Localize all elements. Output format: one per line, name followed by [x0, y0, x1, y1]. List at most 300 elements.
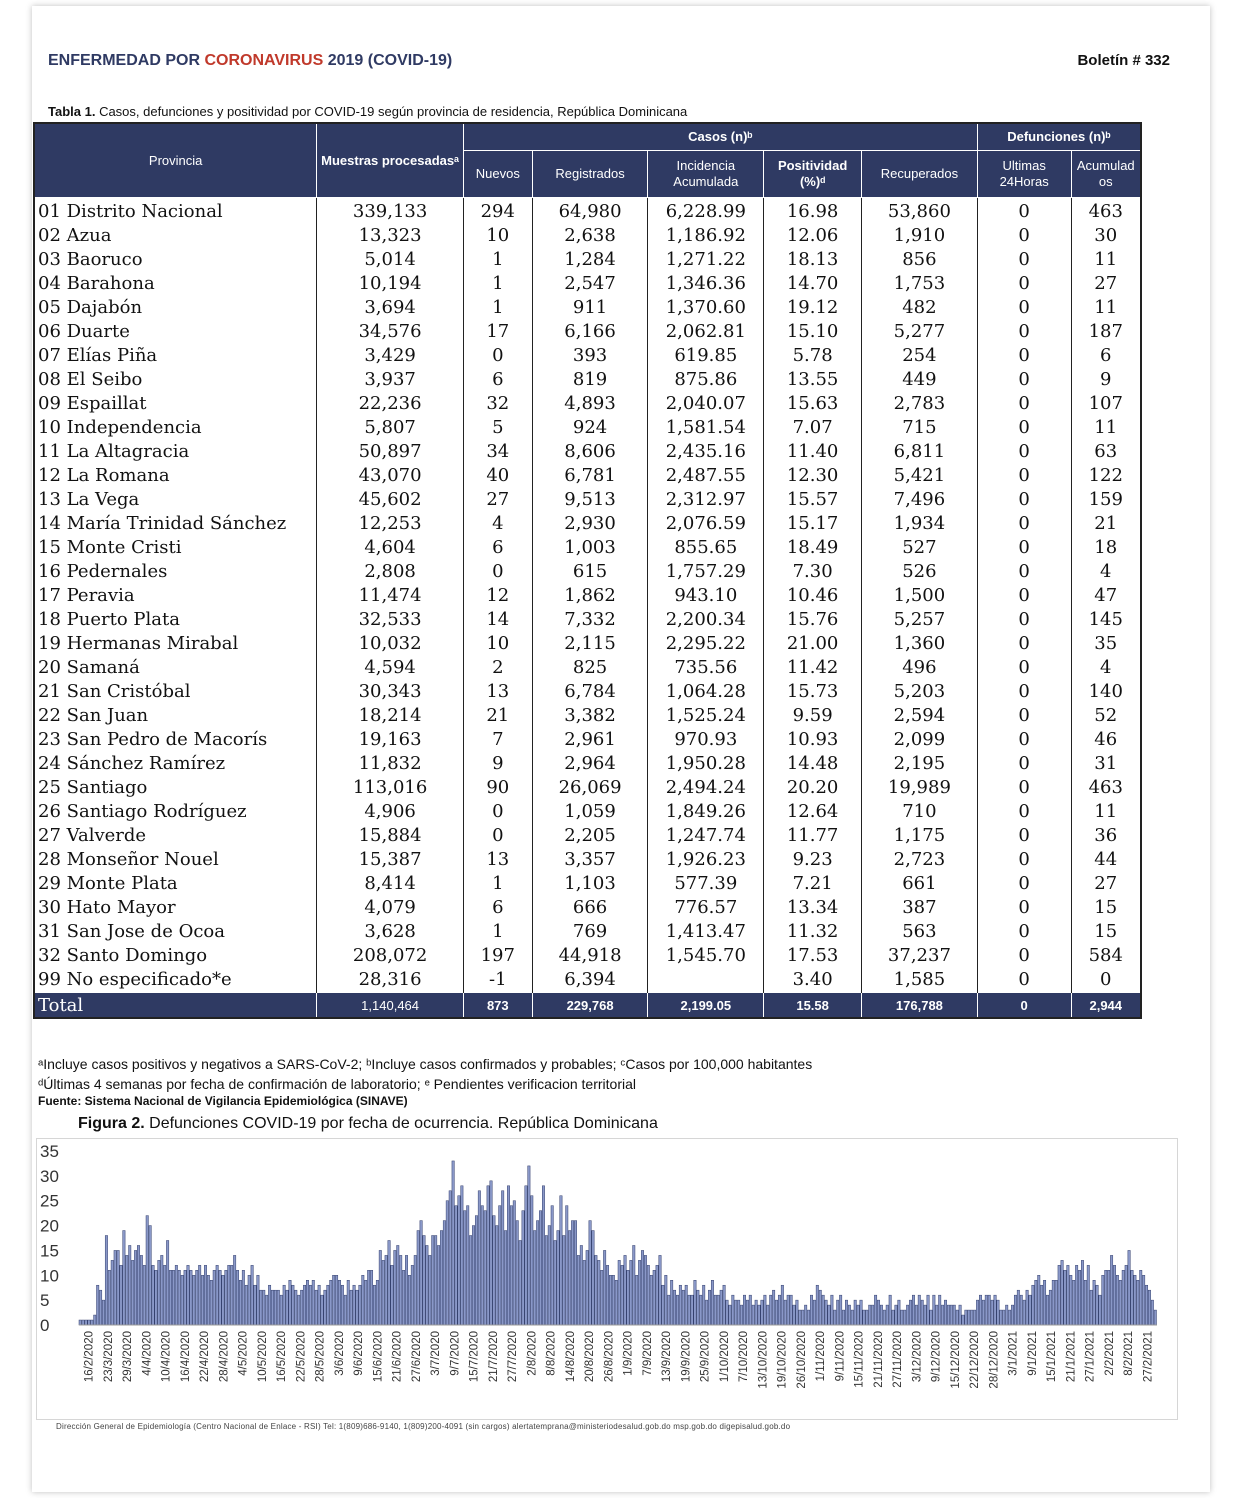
province-name: 25 Santiago — [34, 776, 317, 800]
death-bar — [688, 1295, 690, 1325]
death-bar — [1084, 1280, 1086, 1325]
table-row — [34, 920, 1141, 944]
col-recuperados: Recuperados — [862, 151, 978, 198]
province-name: 99 No especificado*e — [34, 968, 317, 993]
death-bar — [574, 1221, 576, 1325]
death-bar — [644, 1255, 646, 1325]
table-cell: 145 — [1071, 608, 1141, 632]
table-row — [34, 872, 1141, 896]
death-bar — [303, 1285, 305, 1325]
total-cell: 2,199.05 — [648, 993, 764, 1019]
x-tick-label: 3/1/2021 — [1007, 1331, 1020, 1376]
death-bar — [1073, 1280, 1075, 1325]
death-bar — [918, 1295, 920, 1325]
death-bar — [172, 1270, 174, 1325]
province-name: 10 Independencia — [34, 416, 317, 440]
x-tick-label: 28/4/2020 — [218, 1331, 231, 1383]
table-cell: 18 — [1071, 536, 1141, 560]
death-bar — [341, 1285, 343, 1325]
table-cell: 27 — [1071, 272, 1141, 296]
death-bar — [822, 1295, 824, 1325]
table-cell: 2,808 — [317, 560, 464, 584]
note-line-1: ᵃIncluye casos positivos y negativos a SARS-CoV-2; ᵇIncluye casos confirmados y probables; ᶜCasos por 100,000 habitantes — [38, 1056, 813, 1072]
table-cell: 0 — [977, 320, 1071, 344]
table-cell: 0 — [977, 440, 1071, 464]
death-bar — [1078, 1270, 1080, 1325]
table-cell: 254 — [862, 344, 978, 368]
table-cell: 2,295.22 — [648, 632, 764, 656]
table-cell: 4,906 — [317, 800, 464, 824]
death-bar — [1142, 1275, 1144, 1325]
death-bar — [1131, 1270, 1133, 1325]
table-cell: 7,496 — [862, 488, 978, 512]
death-bar — [670, 1280, 672, 1325]
death-bar — [1038, 1275, 1040, 1325]
table-cell: 1 — [463, 872, 532, 896]
x-tick-label: 22/12/2020 — [969, 1331, 982, 1389]
table-cell: 16.98 — [764, 198, 862, 225]
table-row — [34, 536, 1141, 560]
total-cell: 229,768 — [532, 993, 648, 1019]
death-bar — [583, 1260, 585, 1325]
death-bar — [449, 1191, 451, 1325]
table-cell: 1 — [463, 272, 532, 296]
table-cell: 11.32 — [764, 920, 862, 944]
table-cell: 197 — [463, 944, 532, 968]
table-cell: 15.63 — [764, 392, 862, 416]
death-bar — [239, 1280, 241, 1325]
death-bar — [432, 1236, 434, 1325]
death-bar — [1081, 1260, 1083, 1325]
death-bar — [761, 1300, 763, 1325]
death-bar — [1110, 1255, 1112, 1325]
table-cell: 2,961 — [532, 728, 648, 752]
death-bar — [807, 1310, 809, 1325]
death-bar — [414, 1255, 416, 1325]
death-bar — [615, 1280, 617, 1325]
x-tick-label: 9/7/2020 — [449, 1331, 462, 1376]
table-cell: 9 — [1071, 368, 1141, 392]
x-tick-label: 9/11/2020 — [834, 1331, 847, 1382]
table-cell: 21.00 — [764, 632, 862, 656]
death-bar — [79, 1320, 81, 1325]
death-bar — [298, 1295, 300, 1325]
death-bar — [1052, 1280, 1054, 1325]
death-bar — [694, 1280, 696, 1325]
table-row — [34, 320, 1141, 344]
death-bar — [735, 1300, 737, 1325]
table-cell: 0 — [977, 536, 1071, 560]
total-cell: 1,140,464 — [317, 993, 464, 1019]
table-cell: 1,186.92 — [648, 224, 764, 248]
table-cell: 12.06 — [764, 224, 862, 248]
death-bar — [146, 1216, 148, 1325]
death-bar — [560, 1196, 562, 1325]
death-bar — [551, 1206, 553, 1325]
death-bar — [245, 1285, 247, 1325]
death-bar — [650, 1275, 652, 1325]
death-bar — [930, 1310, 932, 1325]
table-cell: 0 — [977, 608, 1071, 632]
table-cell: 449 — [862, 368, 978, 392]
death-bar — [1020, 1295, 1022, 1325]
table-cell: -1 — [463, 968, 532, 993]
death-bar — [1003, 1310, 1005, 1325]
death-bar — [411, 1265, 413, 1325]
note-line-2: ᵈÚltimas 4 semanas por fecha de confirmación de laboratorio; ᵉ Pendientes verificacion territorial — [38, 1076, 636, 1092]
province-name: 13 La Vega — [34, 488, 317, 512]
table-cell: 34,576 — [317, 320, 464, 344]
death-bar — [950, 1305, 952, 1325]
death-bar — [633, 1245, 635, 1325]
death-bar — [370, 1270, 372, 1325]
x-tick-label: 9/1/2021 — [1026, 1331, 1039, 1376]
table-cell: 4,079 — [317, 896, 464, 920]
death-bar — [1049, 1290, 1051, 1325]
table-cell: 11 — [1071, 248, 1141, 272]
table-cell: 7,332 — [532, 608, 648, 632]
table-cell: 12.64 — [764, 800, 862, 824]
table-cell: 18.13 — [764, 248, 862, 272]
death-bar — [702, 1285, 704, 1325]
table-cell: 15.10 — [764, 320, 862, 344]
death-bar — [592, 1231, 594, 1325]
table-cell: 1,103 — [532, 872, 648, 896]
table-cell: 15.57 — [764, 488, 862, 512]
table-cell: 0 — [977, 488, 1071, 512]
table-cell: 9.23 — [764, 848, 862, 872]
table-cell: 13,323 — [317, 224, 464, 248]
death-bar — [219, 1270, 221, 1325]
death-bar — [764, 1295, 766, 1325]
death-bar — [181, 1275, 183, 1325]
table-cell: 0 — [977, 872, 1071, 896]
death-bar — [496, 1226, 498, 1325]
table-cell: 28,316 — [317, 968, 464, 993]
table-cell: 8,414 — [317, 872, 464, 896]
table-cell: 0 — [977, 896, 1071, 920]
group-defunciones: Defunciones (n)ᵇ — [977, 123, 1141, 151]
table-cell: 10.46 — [764, 584, 862, 608]
death-bar — [906, 1305, 908, 1325]
death-bar — [434, 1236, 436, 1325]
table-cell: 50,897 — [317, 440, 464, 464]
death-bar — [96, 1285, 98, 1325]
death-bar — [126, 1255, 128, 1325]
death-bar — [99, 1290, 101, 1325]
death-bar — [394, 1250, 396, 1325]
death-bar — [566, 1206, 568, 1325]
table-cell: 2,547 — [532, 272, 648, 296]
table-cell: 1,862 — [532, 584, 648, 608]
death-bar — [507, 1186, 509, 1325]
col-ultimas: Ultimas 24Horas — [977, 151, 1071, 198]
death-bar — [708, 1290, 710, 1325]
table-cell: 0 — [463, 824, 532, 848]
death-bar — [775, 1300, 777, 1325]
death-bar — [1102, 1275, 1104, 1325]
death-bar — [603, 1250, 605, 1325]
table-cell: 2,040.07 — [648, 392, 764, 416]
death-bar — [944, 1300, 946, 1325]
table-cell: 46 — [1071, 728, 1141, 752]
province-name: 32 Santo Domingo — [34, 944, 317, 968]
death-bar — [265, 1295, 267, 1325]
table-cell: 2,594 — [862, 704, 978, 728]
table-cell: 21 — [1071, 512, 1141, 536]
death-bar — [120, 1265, 122, 1325]
table-cell: 661 — [862, 872, 978, 896]
table-cell: 4 — [1071, 656, 1141, 680]
death-bar — [662, 1285, 664, 1325]
death-bar — [277, 1290, 279, 1325]
province-name: 02 Azua — [34, 224, 317, 248]
table-cell: 0 — [977, 680, 1071, 704]
death-bar — [1090, 1290, 1092, 1325]
death-bar — [991, 1300, 993, 1325]
death-bar — [790, 1295, 792, 1325]
table-cell: 4,893 — [532, 392, 648, 416]
figure-caption: Figura 2. Defunciones COVID-19 por fecha de ocurrencia. República Dominicana — [78, 1115, 658, 1132]
table-cell: 2,312.97 — [648, 488, 764, 512]
table-cell: 0 — [977, 416, 1071, 440]
death-bar — [542, 1186, 544, 1325]
death-bar — [359, 1285, 361, 1325]
table-cell: 0 — [977, 968, 1071, 993]
death-bar — [1058, 1265, 1060, 1325]
death-bar — [787, 1295, 789, 1325]
province-name: 05 Dajabón — [34, 296, 317, 320]
table-cell: 90 — [463, 776, 532, 800]
death-bar — [618, 1260, 620, 1325]
table-row — [34, 608, 1141, 632]
table-row — [34, 728, 1141, 752]
death-bar — [705, 1300, 707, 1325]
death-bar — [825, 1300, 827, 1325]
table-cell: 30 — [1071, 224, 1141, 248]
x-tick-label: 3/12/2020 — [911, 1331, 924, 1383]
table-cell: 2,723 — [862, 848, 978, 872]
death-bar — [909, 1300, 911, 1325]
table-cell: 10 — [463, 632, 532, 656]
table-row — [34, 824, 1141, 848]
death-bar — [475, 1216, 477, 1325]
province-name: 15 Monte Cristi — [34, 536, 317, 560]
death-bar — [606, 1265, 608, 1325]
table-cell: 715 — [862, 416, 978, 440]
province-name: 17 Peravia — [34, 584, 317, 608]
y-tick-label: 10 — [40, 1266, 59, 1286]
death-bar — [635, 1275, 637, 1325]
death-bar — [504, 1231, 506, 1325]
death-bar — [123, 1231, 125, 1325]
province-name: 31 San Jose de Ocoa — [34, 920, 317, 944]
death-bar — [242, 1270, 244, 1325]
col-acumulados: Acumulad os — [1071, 151, 1141, 198]
table-cell: 10,032 — [317, 632, 464, 656]
y-tick-label: 5 — [40, 1291, 50, 1311]
table-cell: 1,370.60 — [648, 296, 764, 320]
x-tick-label: 28/5/2020 — [314, 1331, 327, 1383]
death-bar — [268, 1285, 270, 1325]
death-bar — [851, 1310, 853, 1325]
table-cell: 2,435.16 — [648, 440, 764, 464]
province-name: 14 María Trinidad Sánchez — [34, 512, 317, 536]
table-cell: 527 — [862, 536, 978, 560]
table-cell: 140 — [1071, 680, 1141, 704]
table-row — [34, 344, 1141, 368]
table-row — [34, 584, 1141, 608]
death-bar — [1105, 1270, 1107, 1325]
table-cell: 4,594 — [317, 656, 464, 680]
x-tick-label: 21/11/2020 — [872, 1331, 885, 1388]
death-bar — [137, 1245, 139, 1325]
x-tick-label: 2/8/2020 — [526, 1331, 539, 1376]
table-cell: 6 — [463, 896, 532, 920]
table-cell: 7 — [463, 728, 532, 752]
table-row — [34, 416, 1141, 440]
table-cell: 18.49 — [764, 536, 862, 560]
death-bar — [452, 1161, 454, 1325]
death-bar — [539, 1211, 541, 1325]
death-bar — [231, 1265, 233, 1325]
x-tick-label: 29/3/2020 — [122, 1331, 135, 1383]
table-cell: 911 — [532, 296, 648, 320]
death-bar — [880, 1305, 882, 1325]
death-bar — [571, 1221, 573, 1325]
table-notes — [38, 1054, 812, 1094]
death-bar — [1154, 1310, 1156, 1325]
table-cell: 0 — [977, 632, 1071, 656]
table-cell: 11 — [1071, 296, 1141, 320]
x-tick-label: 23/3/2020 — [102, 1331, 115, 1383]
table-cell: 10.93 — [764, 728, 862, 752]
table-cell: 393 — [532, 344, 648, 368]
table-cell: 0 — [977, 776, 1071, 800]
death-bar — [1096, 1285, 1098, 1325]
table-cell: 3,429 — [317, 344, 464, 368]
death-bar — [236, 1270, 238, 1325]
death-bar — [1099, 1295, 1101, 1325]
death-bar — [1014, 1295, 1016, 1325]
x-tick-label: 22/4/2020 — [199, 1331, 212, 1383]
table-cell: 875.86 — [648, 368, 764, 392]
death-bar — [810, 1295, 812, 1325]
death-bar — [1026, 1290, 1028, 1325]
death-bar — [828, 1305, 830, 1325]
death-bar — [196, 1270, 198, 1325]
table-cell: 45,602 — [317, 488, 464, 512]
death-bar — [927, 1295, 929, 1325]
table-cell: 11.77 — [764, 824, 862, 848]
table-cell: 0 — [977, 728, 1071, 752]
x-tick-label: 4/5/2020 — [237, 1331, 250, 1376]
x-tick-label: 26/8/2020 — [603, 1331, 616, 1383]
table-cell: 14 — [463, 608, 532, 632]
death-bar — [723, 1285, 725, 1325]
x-tick-label: 13/9/2020 — [661, 1331, 674, 1383]
table-cell: 3,628 — [317, 920, 464, 944]
death-bar — [332, 1275, 334, 1325]
table-row — [34, 224, 1141, 248]
x-tick-label: 1/11/2020 — [815, 1331, 828, 1382]
death-bar — [163, 1265, 165, 1325]
death-bar — [155, 1270, 157, 1325]
table-cell: 3,694 — [317, 296, 464, 320]
total-cell: 873 — [463, 993, 532, 1019]
table-cell: 31 — [1071, 752, 1141, 776]
death-bar — [1093, 1280, 1095, 1325]
death-bar — [1113, 1265, 1115, 1325]
death-bar — [638, 1260, 640, 1325]
death-bar — [493, 1216, 495, 1325]
death-bar — [682, 1290, 684, 1325]
table-cell: 187 — [1071, 320, 1141, 344]
death-bar — [711, 1280, 713, 1325]
death-bar — [467, 1206, 469, 1325]
table-cell: 1,271.22 — [648, 248, 764, 272]
death-bar — [260, 1290, 262, 1325]
death-bar — [490, 1181, 492, 1325]
table-cell: 6 — [463, 536, 532, 560]
table-cell: 30,343 — [317, 680, 464, 704]
death-bar — [327, 1285, 329, 1325]
page-footer: Dirección General de Epidemiología (Centro Nacional de Enlace - RSI) Tel: 1(809)686-9140, 1(809)200-4091 (sin cargos) alertatemprana@ministeriodesalud.gob.do msp.gob.do digepisalud.gob.do — [56, 1422, 791, 1431]
death-bar — [778, 1295, 780, 1325]
death-bar — [161, 1255, 163, 1325]
death-bar — [321, 1295, 323, 1325]
death-bar — [577, 1255, 579, 1325]
death-bar — [755, 1300, 757, 1325]
death-bar — [233, 1255, 235, 1325]
source-note: Fuente: Sistema Nacional de Vigilancia Epidemiológica (SINAVE) — [38, 1094, 408, 1108]
table-cell: 619.85 — [648, 344, 764, 368]
table-cell: 20.20 — [764, 776, 862, 800]
table-cell: 19,163 — [317, 728, 464, 752]
table-row — [34, 368, 1141, 392]
death-bar — [641, 1250, 643, 1325]
death-bar — [318, 1285, 320, 1325]
table-cell: 122 — [1071, 464, 1141, 488]
death-bar — [105, 1236, 107, 1325]
table-cell: 35 — [1071, 632, 1141, 656]
death-bar — [501, 1191, 503, 1325]
death-bar — [356, 1290, 358, 1325]
death-bar — [516, 1221, 518, 1325]
deaths-bar-chart — [37, 1139, 1177, 1419]
death-bar — [324, 1290, 326, 1325]
table-row — [34, 296, 1141, 320]
death-bar — [522, 1211, 524, 1325]
death-bar — [292, 1285, 294, 1325]
table-cell: 0 — [977, 800, 1071, 824]
table-cell: 1,003 — [532, 536, 648, 560]
death-bar — [781, 1285, 783, 1325]
death-bar — [455, 1206, 457, 1325]
table-cell: 11.42 — [764, 656, 862, 680]
death-bar — [886, 1305, 888, 1325]
table-cell: 526 — [862, 560, 978, 584]
death-bar — [647, 1265, 649, 1325]
total-cell: 2,944 — [1071, 993, 1141, 1019]
table-cell — [648, 968, 764, 993]
death-bar — [446, 1201, 448, 1325]
table-cell: 2,494.24 — [648, 776, 764, 800]
death-bar — [472, 1226, 474, 1325]
table-cell: 5,203 — [862, 680, 978, 704]
death-bar — [956, 1310, 958, 1325]
death-bar — [379, 1250, 381, 1325]
